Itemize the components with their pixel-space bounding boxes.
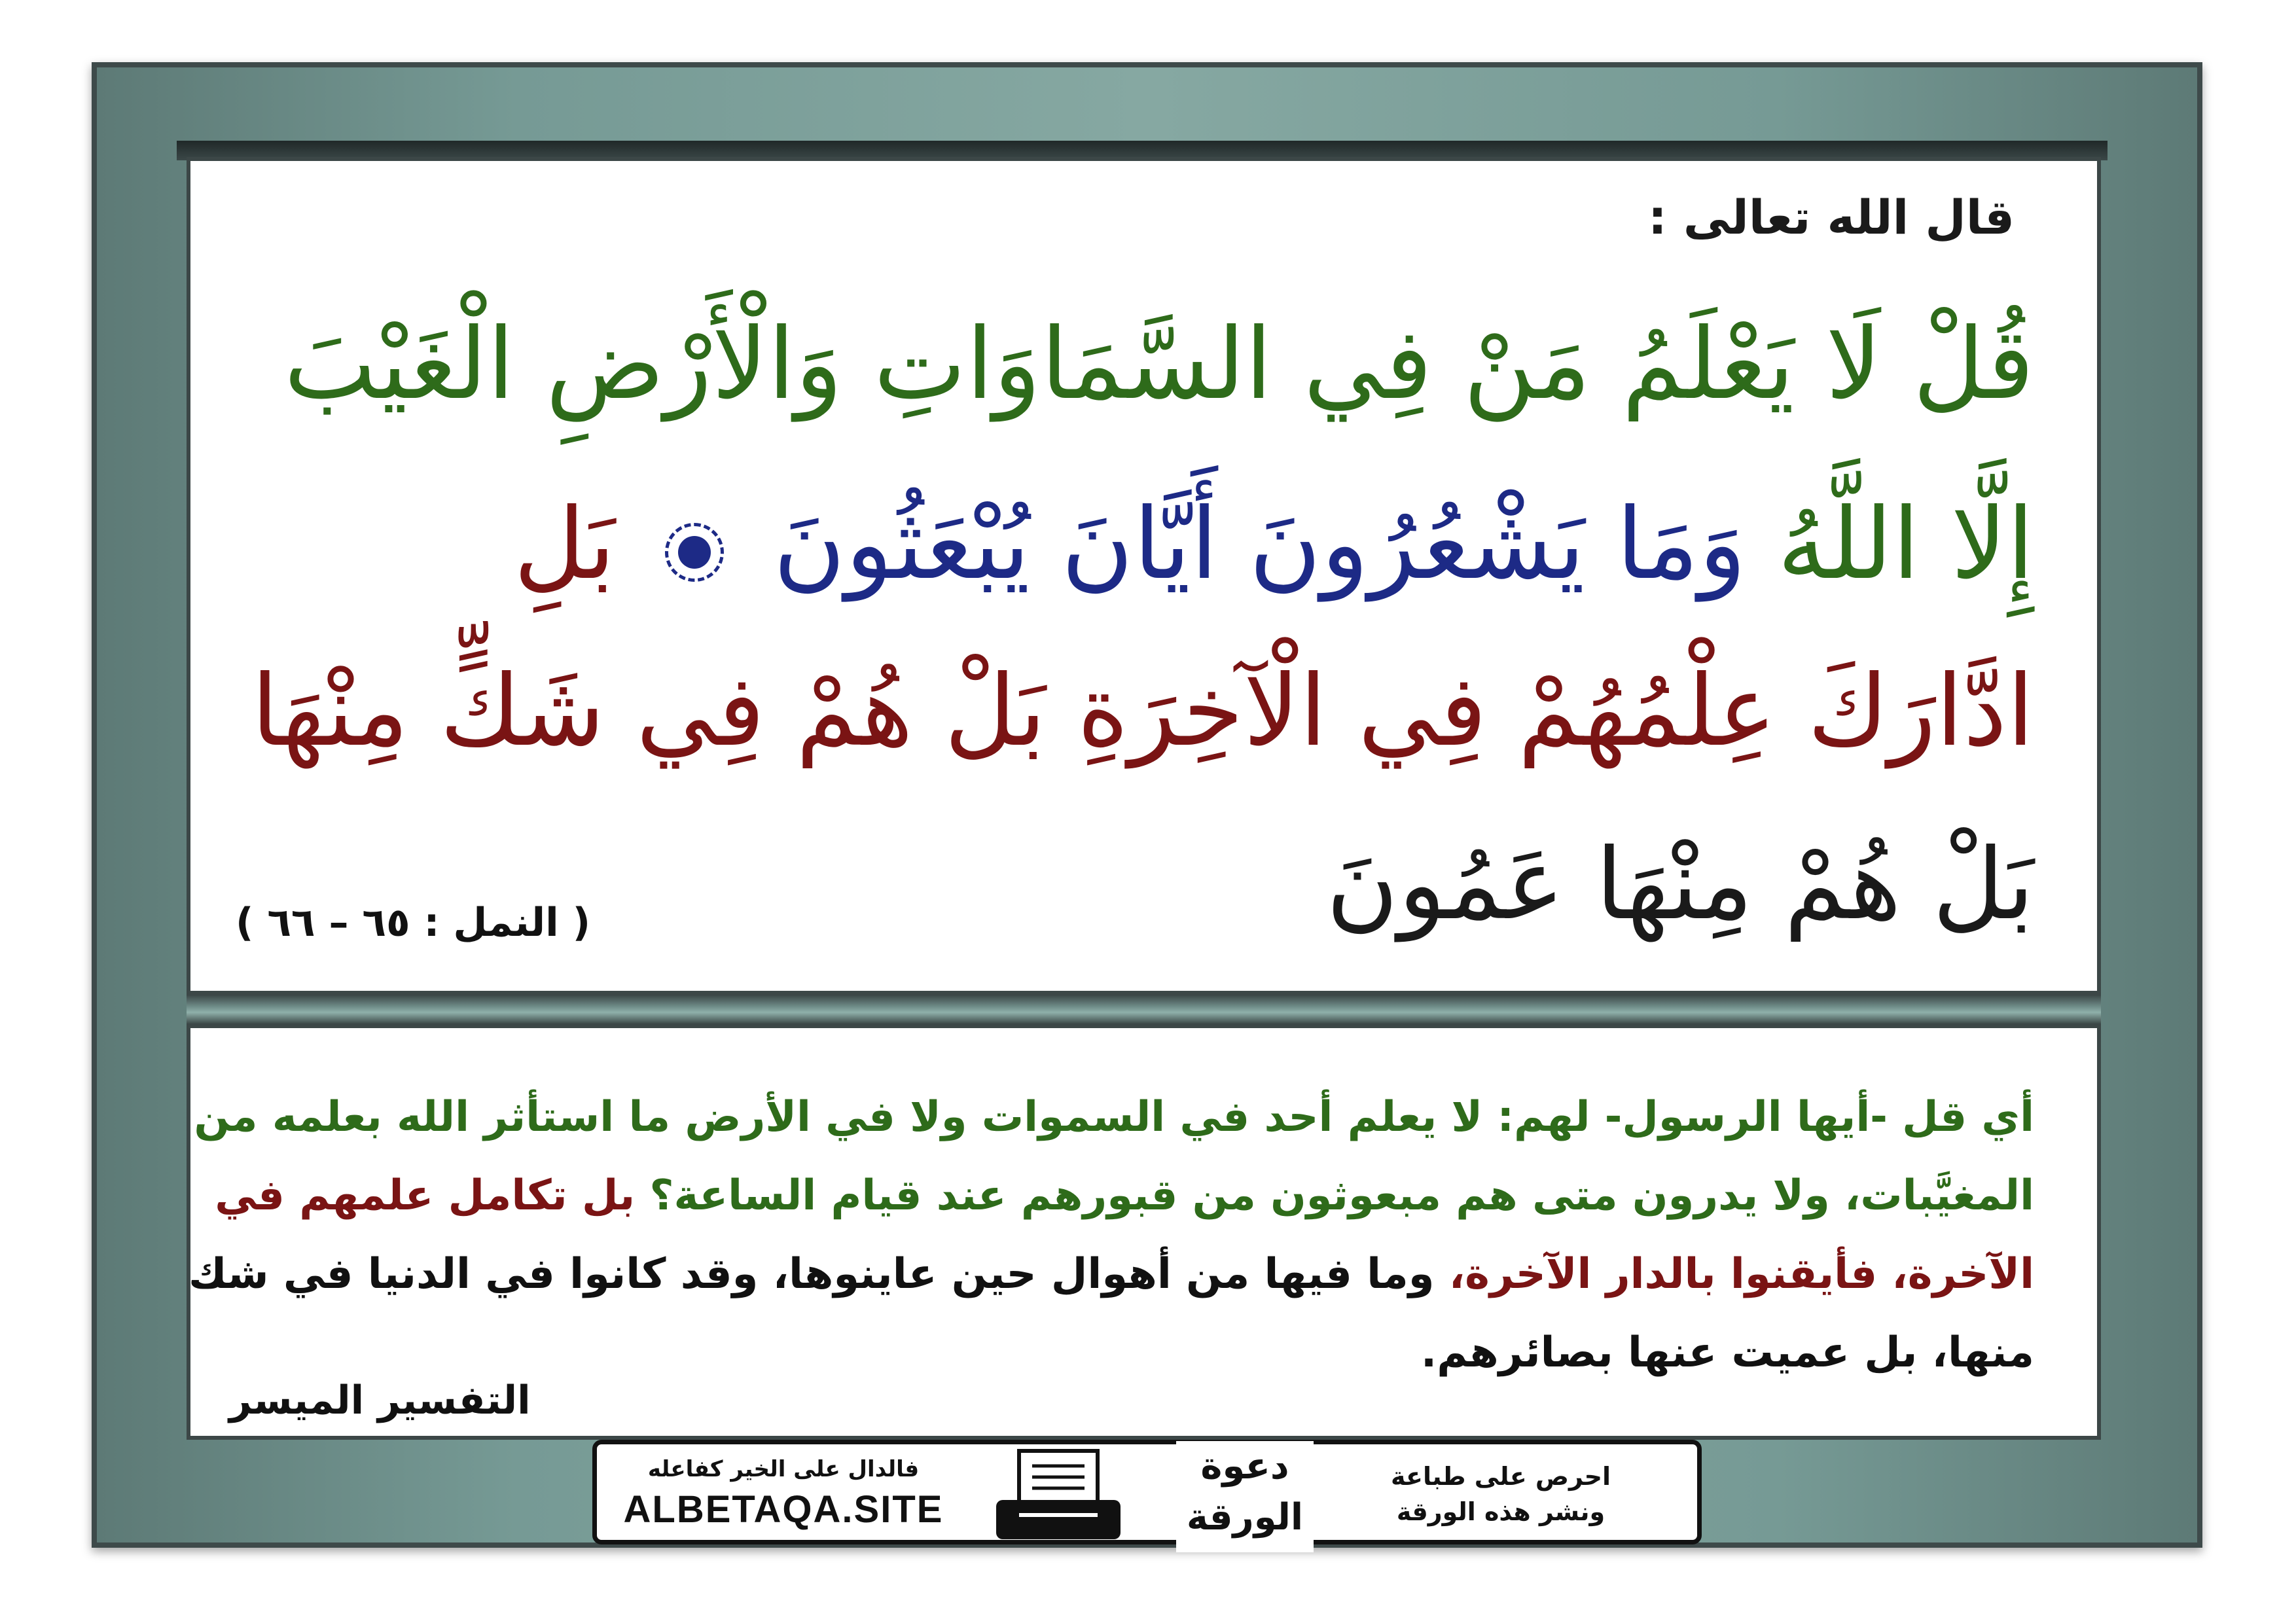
verse-line-2	[267, 488, 2034, 601]
tafsir-line-2	[215, 1171, 2034, 1220]
verse-line-2-navy: وَمَا يَشْعُرُونَ أَيَّانَ يُبْعَثُونَ	[773, 488, 1746, 601]
footer-site-link[interactable]: ALBETAQA.SITE	[623, 1488, 944, 1531]
tafsir-line-3	[188, 1250, 2034, 1298]
tafsir-line-3-maroon: الآخرة، فأيقنوا بالدار الآخرة،	[1448, 1250, 2034, 1298]
tafsir-line-1: أي قل -أيها الرسول- لهم: لا يعلم أحد في السموات ولا في الأرض ما استأثر الله بعلمه من	[194, 1093, 2034, 1141]
verse-line-2-maroon: بَلِ	[513, 488, 616, 601]
panel-divider	[187, 995, 2101, 1024]
logo-bottom-text: الورقة	[1186, 1496, 1304, 1539]
tafsir-source: التفسير الميسر	[229, 1378, 531, 1423]
tafsir-line-2-green: المغيَّبات، ولا يدرون متى هم مبعوثون من قبورهم عند قيام الساعة؟	[649, 1171, 2034, 1220]
ayah-end-marker-icon	[665, 523, 724, 582]
footer-slogan: فالدال على الخير كفاعله	[647, 1456, 920, 1482]
verse-line-4: بَلْ هُمْ مِنْهَا عَمُونَ	[1326, 828, 2034, 942]
footer-site-block	[610, 1456, 957, 1531]
verse-line-2-green: إِلَّا اللَّهُ	[1777, 488, 2034, 601]
logo-top-text: دعوة	[1200, 1445, 1289, 1488]
tafsir-line-3-black: وما فيها من أهوال حين عاينوها، وقد كانوا في الدنيا في شك	[188, 1250, 1435, 1298]
footer-print-line-1: احرص على طباعة	[1390, 1462, 1611, 1491]
tafsir-line-4: منها، بل عميت عنها بصائرهم.	[1420, 1329, 2034, 1377]
footer-print-line-2: ونشر هذه الورقة	[1396, 1497, 1605, 1526]
printer-icon	[993, 1448, 1124, 1543]
dawat-alwaraqa-logo	[1176, 1441, 1314, 1552]
footer-strip	[592, 1440, 1702, 1544]
surah-reference: ( النمل : ٦٥ – ٦٦ )	[236, 900, 591, 946]
verse-line-3: ادَّارَكَ عِلْمُهُمْ فِي الْآخِرَةِ بَلْ هُمْ فِي شَكٍّ مِنْهَا	[251, 654, 2034, 768]
tafsir-line-2-maroon: بل تكامل علمهم في	[215, 1171, 636, 1220]
verse-line-1: قُلْ لَا يَعْلَمُ مَنْ فِي السَّمَاوَاتِ وَالْأَرْضِ الْغَيْبَ	[283, 308, 2034, 421]
footer-print-note	[1344, 1459, 1658, 1529]
intro-heading: قال الله تعالى :	[1647, 190, 2015, 245]
